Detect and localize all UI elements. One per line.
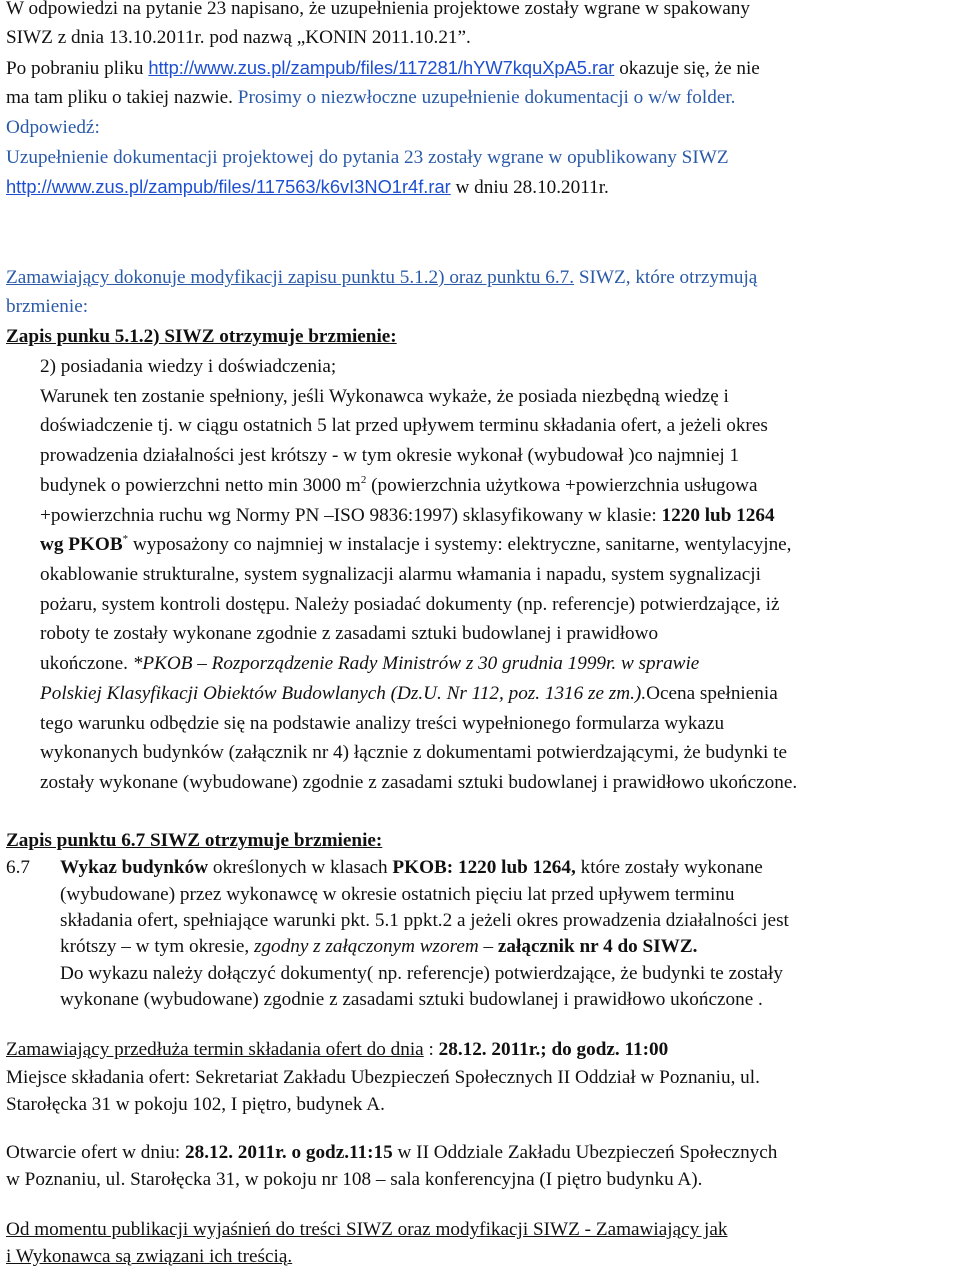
request-text: Prosimy o niezwłoczne uzupełnienie dokumentacji o w/w folder. [237, 87, 736, 108]
closing-statement: Od momentu publikacji wyjaśnień do treści SIWZ oraz modyfikacji SIWZ - Zamawiający jak [6, 1219, 728, 1240]
modification-notice [6, 263, 757, 293]
section-number: 6.7 [6, 857, 30, 878]
opening-place: w Poznaniu, ul. Starołęcka 31, w pokoju nr 108 – sala konferencyjna (I piętro budynku A). [6, 1169, 703, 1190]
paragraph-text: (wybudowane) przez wykonawcę w okresie ostatnich pięciu lat przed upływem terminu [60, 884, 735, 905]
pkob-classes: PKOB: 1220 lub 1264, [392, 857, 576, 878]
submission-place: Miejsce składania ofert: Sekretariat Zakładu Ubezpieczeń Społecznych II Oddział w Poznaniu, ul. [6, 1067, 760, 1088]
paragraph-text: roboty te zostały wykonane zgodnie z zasadami sztuki budowlanej i prawidłowo [40, 623, 659, 644]
section-heading-512: Zapis punku 5.1.2) SIWZ otrzymuje brzmienie: [6, 326, 397, 347]
question-text [6, 83, 735, 113]
list-item: 2) posiadania wiedzy i doświadczenia; [40, 356, 337, 377]
deadline-date: 28.12. 2011r.; do godz. 11:00 [438, 1039, 669, 1060]
rar-file-link[interactable]: http://www.zus.pl/zampub/files/117281/hYW7kquXpA5.rar [148, 57, 615, 78]
pkob-footnote: Polskiej Klasyfikacji Obiektów Budowlanych (Dz.U. Nr 112, poz. 1316 ze zm.). [40, 683, 647, 704]
paragraph-text: +powierzchnia ruchu wg Normy PN –ISO 9836:1997) sklasyfikowany w klasie: [40, 505, 662, 526]
question-text: Po pobraniu pliku [6, 58, 149, 79]
answer-text: Uzupełnienie dokumentacji projektowej do pytania 23 zostały wgrane w opublikowany SIWZ [6, 147, 729, 168]
paragraph-text: budynek o powierzchni netto min 3000 m [40, 475, 361, 496]
modification-notice: SIWZ, które otrzymują [574, 267, 758, 288]
opening-notice [6, 1138, 777, 1168]
opening-date: 28.12. 2011r. o godz.11:15 [185, 1142, 393, 1163]
paragraph-text: okablowanie strukturalne, system sygnalizacji alarmu włamania i napadu, system sygnalizacji [40, 564, 761, 585]
paragraph-text [40, 501, 775, 531]
closing-statement: i Wykonawca są związani ich treścią. [6, 1246, 293, 1267]
paragraph-text: Warunek ten zostanie spełniony, jeśli Wykonawca wykaże, że posiada niezbędną wiedzę i [40, 386, 729, 407]
attachment-ref: załącznik nr 4 do SIWZ. [497, 936, 698, 957]
paragraph-text: doświadczenie tj. w ciągu ostatnich 5 lat przed upływem terminu składania ofert, a jeżeli okres [40, 415, 768, 436]
list-title: Wykaz budynków [60, 857, 209, 878]
paragraph-text [40, 649, 699, 679]
deadline-separator: : [423, 1039, 439, 1060]
paragraph-text: wykonane (wybudowane) zgodnie z zasadami sztuki budowlanej i prawidłowo ukończone . [60, 989, 763, 1010]
paragraph-text [40, 679, 778, 709]
modification-notice: Zamawiający dokonuje modyfikacji zapisu punktu 5.1.2) oraz punktu 6.7. [6, 267, 575, 288]
submission-place: Starołęcka 31 w pokoju 102, I piętro, budynek A. [6, 1094, 385, 1115]
deadline-notice [6, 1035, 668, 1065]
paragraph-text: składania ofert, spełniające warunki pkt. 5.1 ppkt.2 a jeżeli okres prowadzenia działalności jest [60, 910, 789, 931]
question-text: SIWZ z dnia 13.10.2011r. pod nazwą „KONIN 2011.10.21”. [6, 27, 471, 48]
question-text [6, 53, 760, 84]
superscript: * [122, 533, 129, 545]
paragraph-text: Ocena spełnienia [646, 683, 778, 704]
answer-label: Odpowiedź: [6, 117, 100, 138]
pkob-label: wg PKOB [40, 534, 123, 555]
question-text: W odpowiedzi na pytanie 23 napisano, że uzupełnienia projektowe zostały wgrane w spakowany [6, 0, 750, 19]
paragraph-text: które zostały wykonane [575, 857, 763, 878]
paragraph-text: zostały wykonane (wybudowane) zgodnie z zasadami sztuki budowlanej i prawidłowo ukończone. [40, 772, 798, 793]
paragraph-text: pożaru, system kontroli dostępu. Należy posiadać dokumenty (np. referencje) potwierdzające, iż [40, 594, 780, 615]
paragraph-text [60, 853, 763, 883]
modification-notice: brzmienie: [6, 296, 89, 317]
rar-file-link[interactable]: http://www.zus.pl/zampub/files/117563/k6vI3NO1r4f.rar [6, 176, 451, 197]
paragraph-text: wykonanych budynków (załącznik nr 4) łącznie z dokumentami potwierdzającymi, że budynki te [40, 742, 787, 763]
pkob-classes: 1220 lub 1264 [661, 505, 775, 526]
deadline-label: Zamawiający przedłuża termin składania ofert do dnia [6, 1039, 424, 1060]
section-heading-67: Zapis punktu 6.7 SIWZ otrzymuje brzmienie: [6, 830, 383, 851]
answer-text [6, 172, 609, 203]
question-text: ma tam pliku o takiej nazwie. [6, 87, 238, 108]
opening-label: Otwarcie ofert w dniu: [6, 1142, 186, 1163]
paragraph-text [40, 530, 791, 560]
paragraph-text: krótszy – w tym okresie, [60, 936, 254, 957]
paragraph-text: tego warunku odbędzie się na podstawie analizy treści wypełnionego formularza wykazu [40, 713, 725, 734]
paragraph-text: prowadzenia działalności jest krótszy - w tym okresie wykonał (wybudował )co najmniej 1 [40, 445, 740, 466]
pkob-footnote: *PKOB – Rozporządzenie Rady Ministrów z 30 grudnia 1999r. w sprawie [132, 653, 700, 674]
paragraph-text: Do wykazu należy dołączyć dokumenty( np. referencje) potwierdzające, że budynki te zostały [60, 963, 783, 984]
superscript: 2 [360, 474, 367, 486]
answer-date: w dniu 28.10.2011r. [450, 177, 609, 198]
paragraph-text [40, 471, 758, 501]
question-text: okazuje się, że nie [614, 58, 760, 79]
paragraph-text: – [478, 936, 498, 957]
opening-place: w II Oddziale Zakładu Ubezpieczeń Społecznych [392, 1142, 778, 1163]
paragraph-text: określonych w klasach [208, 857, 393, 878]
paragraph-text [60, 932, 697, 962]
paragraph-text: wyposażony co najmniej w instalacje i systemy: elektryczne, sanitarne, wentylacyjne, [128, 534, 792, 555]
paragraph-text: (powierzchnia użytkowa +powierzchnia usługowa [366, 475, 758, 496]
template-note: zgodny z załączonym wzorem [253, 936, 479, 957]
paragraph-text: ukończone. [40, 653, 133, 674]
